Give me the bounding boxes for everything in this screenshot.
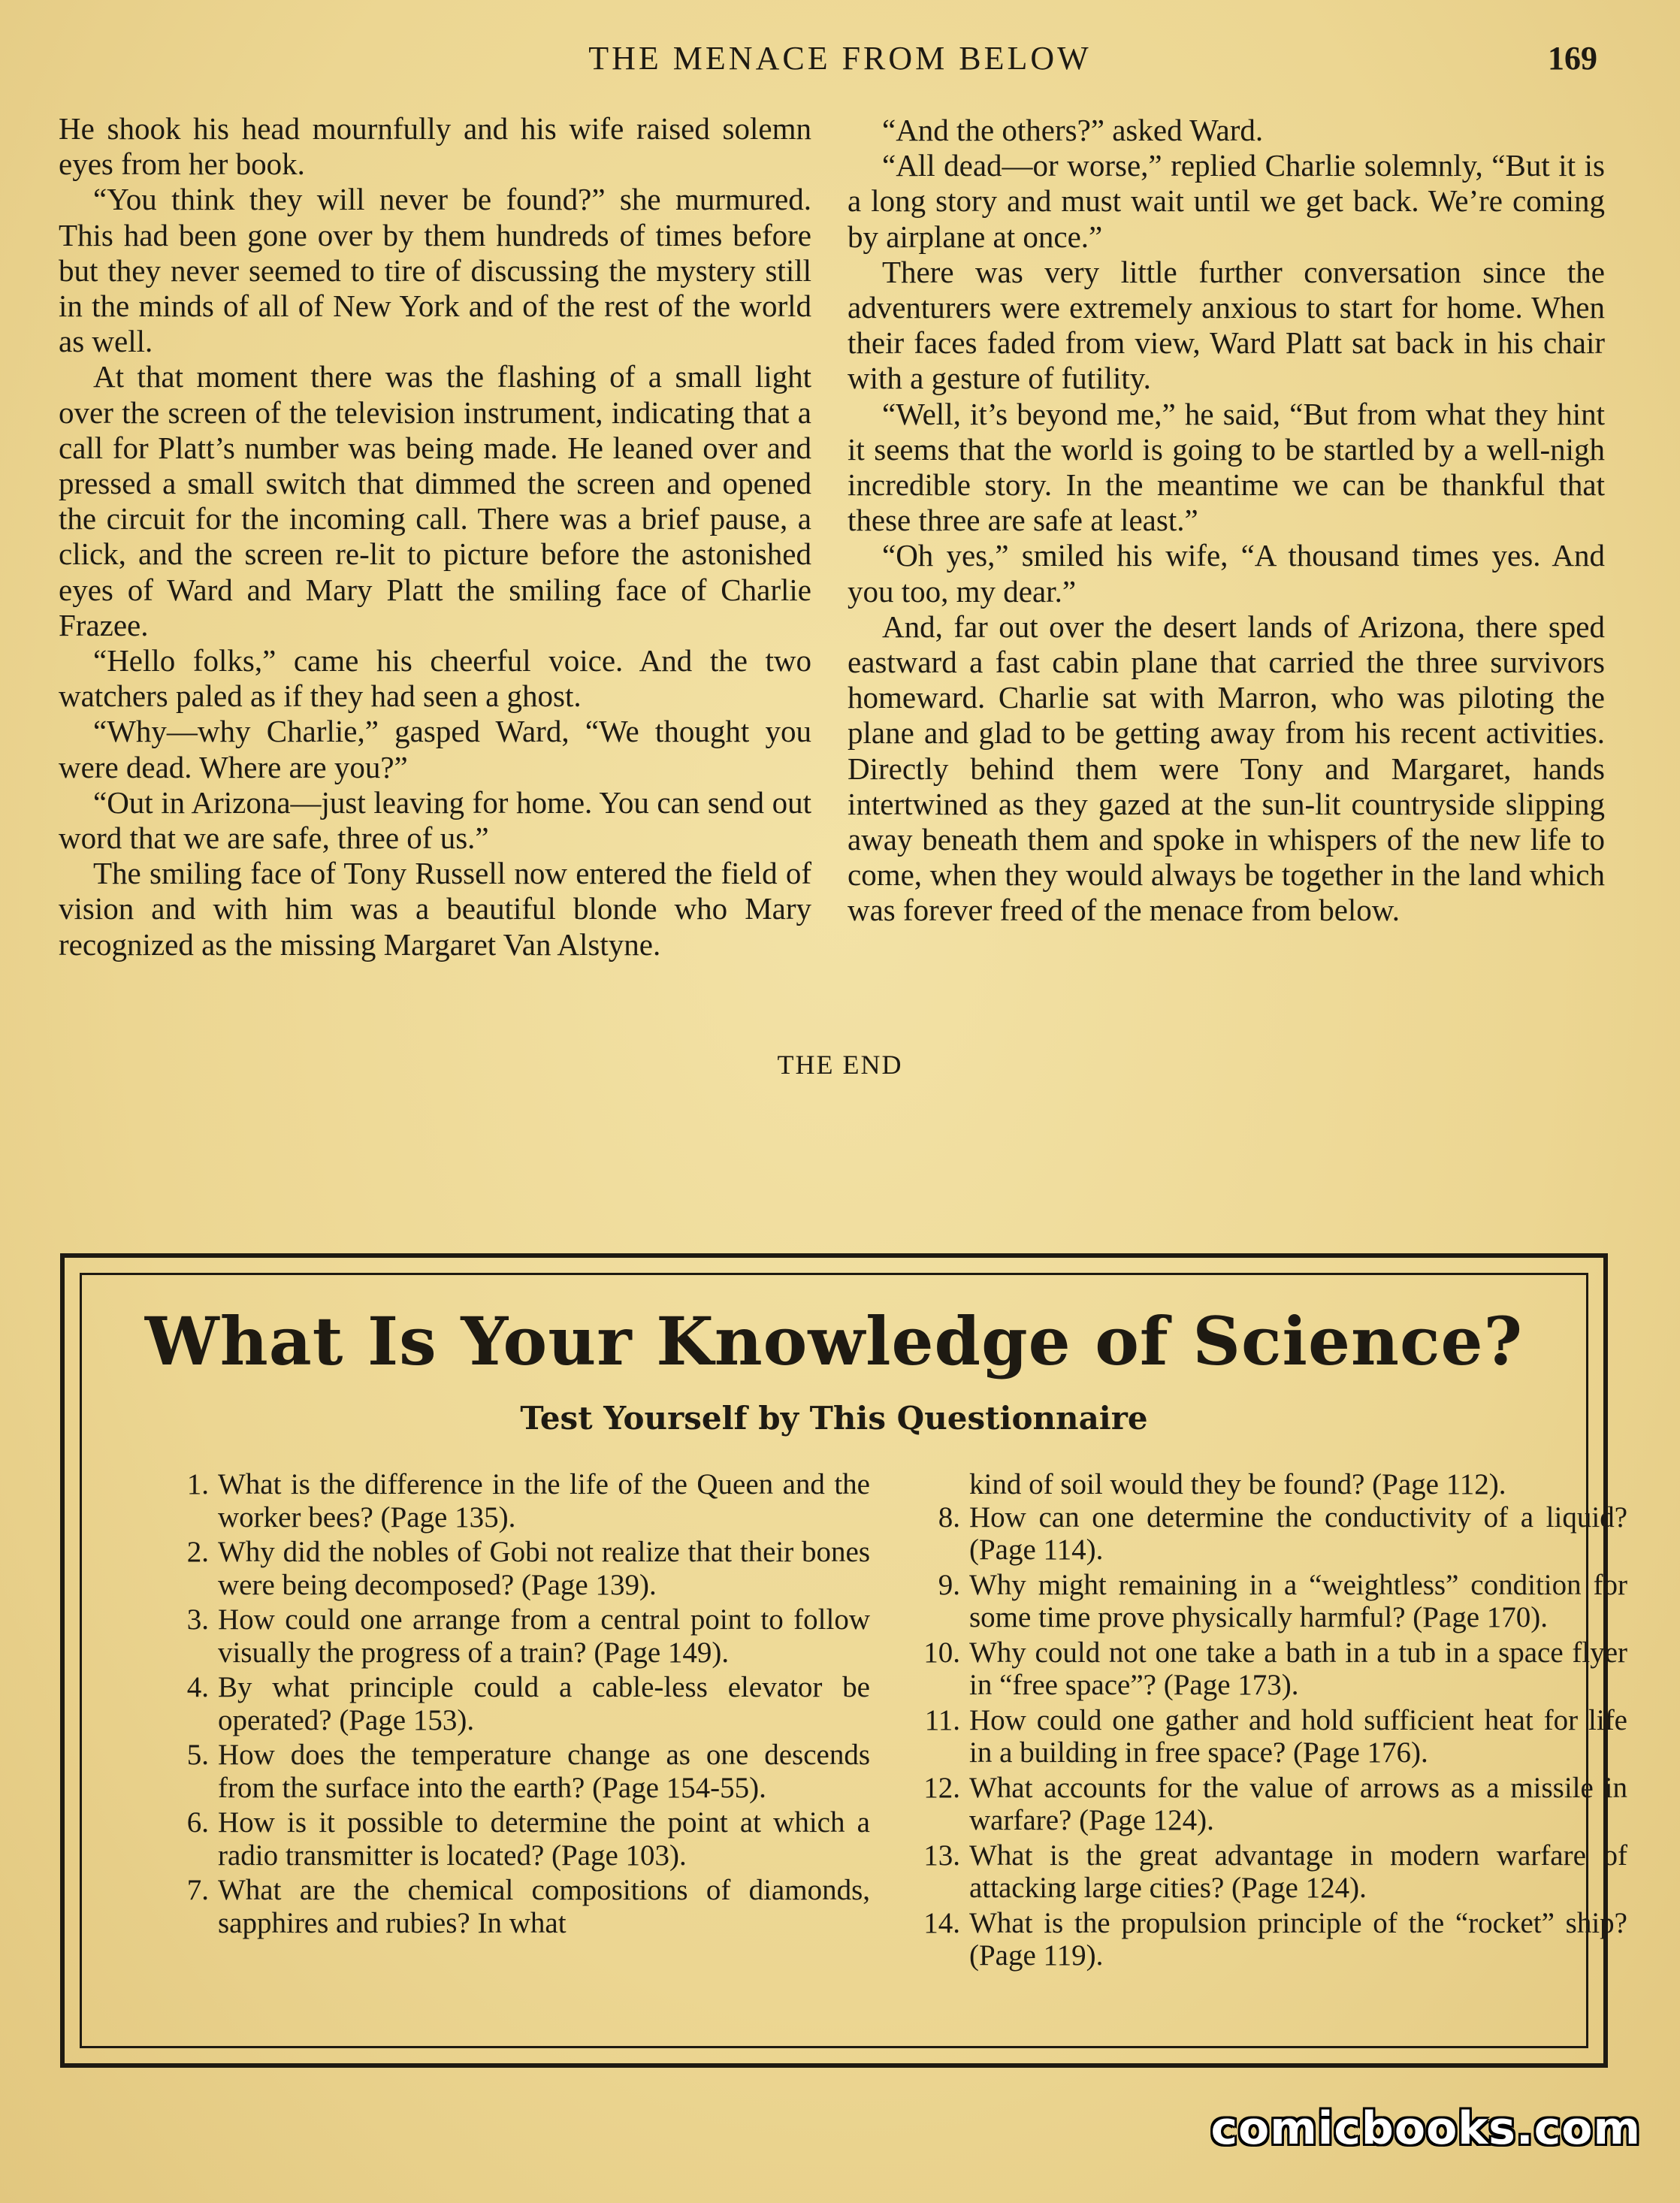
story-paragraph: “Hello folks,” came his cheerful voice. And the two watchers paled as if they had seen a ghost. xyxy=(59,643,811,714)
question-number: 12. xyxy=(923,1771,960,1804)
quiz-question xyxy=(921,1501,1627,1567)
question-number: 5. xyxy=(186,1739,209,1771)
question-number: 4. xyxy=(186,1671,209,1703)
story-paragraph: “And the others?” asked Ward. xyxy=(882,113,1264,147)
quiz-question xyxy=(170,1671,870,1736)
question-number: 2. xyxy=(186,1536,209,1568)
question-text: What are the chemical compositions of diamonds, sapphires and rubies? In what xyxy=(218,1874,870,1939)
question-text: What is the great advantage in modern warfare of attacking large cities? (Page 124). xyxy=(969,1839,1627,1904)
story-paragraph: “All dead—or worse,” replied Charlie solemnly, “But it is a long story and must wait until we get back. We’re coming by airplane at once.” xyxy=(848,148,1605,254)
question-continuation: kind of soil would they be found? (Page 112). xyxy=(969,1468,1506,1500)
story-paragraph: “Why—why Charlie,” gasped Ward, “We thought you were dead. Where are you?” xyxy=(59,714,811,784)
story-paragraph: “You think they will never be found?” she murmured. This had been gone over by them hundreds of times before but they never seemed to tire of discussing the mystery still in the minds of all of New York and of the rest of the world as well. xyxy=(59,182,811,359)
question-text: How can one determine the conductivity of a liquid? (Page 114). xyxy=(969,1500,1627,1566)
running-head xyxy=(0,36,1680,81)
story-paragraph: “Well, it’s beyond me,” he said, “But from what they hint it seems that the world is going to be startled by a well-nigh incredible story. In the meantime we can be thankful that these three are safe at least.” xyxy=(848,396,1605,538)
quiz-question xyxy=(170,1739,870,1804)
quiz-column-left xyxy=(170,1468,870,1942)
question-text: Why could not one take a bath in a tub in a space flyer in “free space”? (Page 173). xyxy=(969,1636,1627,1701)
quiz-question xyxy=(170,1874,870,1939)
quiz-question xyxy=(170,1603,870,1669)
story-paragraph: There was very little further conversation since the adventurers were extremely anxious to start for home. When their faces faded from view, Ward Platt sat back in his chair with a gesture of futility. xyxy=(848,254,1605,396)
question-text: What is the difference in the life of the Queen and the worker bees? (Page 135). xyxy=(218,1468,870,1534)
story-column-right xyxy=(848,113,1605,929)
quiz-question xyxy=(921,1569,1627,1634)
story-paragraph: He shook his head mournfully and his wife raised solemn eyes from her book. xyxy=(59,111,811,182)
quiz-box xyxy=(60,1253,1627,2068)
quiz-subtitle: Test Yourself by This Questionnaire xyxy=(520,1400,1148,1437)
question-number: 11. xyxy=(924,1703,960,1736)
story-paragraph: And, far out over the desert lands of Arizona, there sped eastward a fast cabin plane that carried the three survivors homeward. Charlie sat with Marron, who was piloting the plane and glad to be getting away from his recent activities. Directly behind them were Tony and Margaret, hands intertwined as they gazed at the sun-lit countryside slipping away beneath them and spoke in whispers of the new life to come, when they would always be together in the land which was forever freed of the menace from below. xyxy=(848,609,1605,928)
question-text: Why might remaining in a “weightless” condition for some time prove physically harmful? (Page 170). xyxy=(969,1568,1627,1633)
question-number: 3. xyxy=(186,1603,209,1636)
quiz-question xyxy=(921,1704,1627,1769)
quiz-question xyxy=(921,1907,1627,1972)
question-number: 10. xyxy=(923,1636,960,1669)
story-paragraph: “Out in Arizona—just leaving for home. You can send out word that we are safe, three of us.” xyxy=(59,784,811,856)
quiz-title: What Is Your Knowledge of Science? xyxy=(144,1302,1524,1380)
story-paragraph: The smiling face of Tony Russell now entered the field of vision and with him was a beautiful blonde who Mary recognized as the missing Margaret Van Alstyne. xyxy=(59,856,811,962)
question-number: 13. xyxy=(923,1839,960,1872)
story-paragraph: At that moment there was the flashing of a small light over the screen of the television instrument, indicating that a call for Platt’s number was being made. He leaned over and pressed a small switch that dimmed the screen and opened the circuit for the incoming call. There was a brief pause, a click, and the screen re-lit to picture before the astonished eyes of Ward and Mary Platt the smiling face of Charlie Frazee. xyxy=(59,359,811,642)
question-text: How is it possible to determine the point at which a radio transmitter is located? (Page 103). xyxy=(218,1806,870,1872)
story-column-left xyxy=(59,111,811,962)
site-watermark: comicbooks.com xyxy=(1210,2102,1641,2155)
question-text: By what principle could a cable-less elevator be operated? (Page 153). xyxy=(218,1671,870,1736)
quiz-column-right xyxy=(921,1468,1627,1975)
question-text: How could one arrange from a central point to follow visually the progress of a train? (Page 149). xyxy=(218,1603,870,1669)
question-text: What is the propulsion principle of the “rocket” ship? (Page 119). xyxy=(969,1906,1627,1972)
question-text: What accounts for the value of arrows as a missile in warfare? (Page 124). xyxy=(969,1771,1627,1836)
page-number: 169 xyxy=(1548,40,1597,77)
question-number: 1. xyxy=(186,1468,209,1500)
story-paragraph: “Oh yes,” smiled his wife, “A thousand times yes. And you too, my dear.” xyxy=(848,538,1605,609)
question-number: 8. xyxy=(938,1500,960,1534)
question-number: 6. xyxy=(186,1806,209,1839)
question-text: Why did the nobles of Gobi not realize that their bones were being decomposed? (Page 139). xyxy=(218,1536,870,1601)
running-title: THE MENACE FROM BELOW xyxy=(588,40,1092,77)
quiz-question xyxy=(170,1536,870,1601)
question-number: 14. xyxy=(923,1906,960,1939)
question-number: 7. xyxy=(186,1874,209,1906)
quiz-question xyxy=(170,1468,870,1534)
quiz-question xyxy=(921,1839,1627,1905)
quiz-question xyxy=(921,1772,1627,1837)
the-end-label: THE END xyxy=(777,1050,903,1080)
quiz-question xyxy=(921,1636,1627,1702)
question-number: 9. xyxy=(938,1568,960,1601)
quiz-question xyxy=(170,1806,870,1872)
question-text: How could one gather and hold sufficient heat for life in a building in free space? (Page 176). xyxy=(969,1703,1627,1769)
question-text: How does the temperature change as one descends from the surface into the earth? (Page 154-55). xyxy=(218,1739,870,1804)
